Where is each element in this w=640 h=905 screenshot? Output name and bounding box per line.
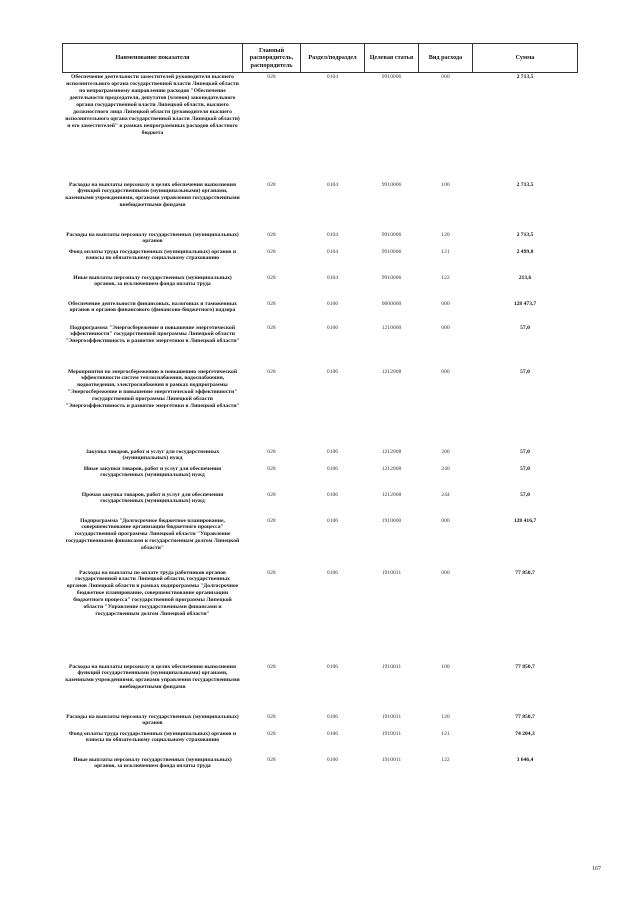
row-section: 0106 xyxy=(326,756,339,763)
table-row xyxy=(63,181,578,231)
row-sum: 77 850,7 xyxy=(515,713,535,720)
header-name: Наименование показателя xyxy=(63,44,243,73)
row-grbs: 028 xyxy=(267,491,276,498)
table-row xyxy=(63,368,578,448)
row-sum: 2 713,5 xyxy=(516,181,534,188)
row-name: Обеспечение деятельности финансовых, налоговых и таможенных органов и органов финансового (финансово-бюджетного) надзора xyxy=(68,300,237,314)
row-sum: 77 850,7 xyxy=(515,569,535,576)
row-section: 0104 xyxy=(326,274,339,281)
row-section: 0106 xyxy=(326,569,339,576)
row-name: Иные закупки товаров, работ и услуг для обеспечения государственных (муниципальных) нужд xyxy=(83,465,222,479)
row-section: 0106 xyxy=(326,448,339,455)
row-section: 0106 xyxy=(326,730,339,737)
row-name: Закупка товаров, работ и услуг для государственных (муниципальных) нужд xyxy=(85,448,220,462)
row-expense: 200 xyxy=(441,448,450,455)
row-target: 0000000 xyxy=(381,300,402,307)
row-section: 0104 xyxy=(326,231,339,238)
table-row xyxy=(63,448,578,465)
table-row xyxy=(63,756,578,786)
table-row xyxy=(63,231,578,248)
row-section: 0104 xyxy=(326,248,339,255)
row-section: 0106 xyxy=(326,368,339,375)
table-row xyxy=(63,73,578,181)
row-name: Подпрограмма "Энергосбережение и повышение энергетической эффективности" государственной программы Липецкой области "Энергоэффективность и развитие энергетики в Липецкой области" xyxy=(65,324,240,345)
row-expense: 000 xyxy=(441,74,450,80)
row-name: Расходы на выплаты персоналу государственных (муниципальных) органов xyxy=(66,231,239,245)
row-sum: 57,0 xyxy=(520,465,530,472)
row-expense: 000 xyxy=(441,368,450,375)
table-row xyxy=(63,491,578,517)
table-row xyxy=(63,663,578,713)
row-target: 9910006 xyxy=(381,231,402,238)
row-grbs: 028 xyxy=(267,300,276,307)
row-target: 1910011 xyxy=(381,730,402,737)
header-section: Раздел/подраздел xyxy=(301,44,365,73)
row-name: Расходы на выплаты персоналу государственных (муниципальных) органов xyxy=(66,713,239,727)
row-sum: 74 204,3 xyxy=(515,730,535,737)
row-grbs: 028 xyxy=(267,448,276,455)
row-expense: 000 xyxy=(441,517,450,524)
row-grbs: 028 xyxy=(267,730,276,737)
row-section: 0106 xyxy=(326,465,339,472)
row-sum: 3 646,4 xyxy=(516,756,534,763)
row-target: 1212008 xyxy=(381,368,402,375)
row-expense: 000 xyxy=(441,324,450,331)
row-grbs: 028 xyxy=(267,465,276,472)
row-target: 1910011 xyxy=(381,663,402,670)
row-name: Подпрограмма "Долгосрочное бюджетное планирование, совершенствование организации бюджетного процесса" государственной программы Липецкой области "Управление государственными финансами и государственным долгом Липецкой области" xyxy=(65,517,240,552)
row-sum: 213,6 xyxy=(518,274,532,281)
row-sum: 2 499,8 xyxy=(516,248,534,255)
row-sum: 57,0 xyxy=(520,491,530,498)
row-sum: 128 416,7 xyxy=(513,517,537,524)
row-grbs: 028 xyxy=(267,74,276,80)
row-target: 1212008 xyxy=(381,448,402,455)
row-grbs: 028 xyxy=(267,663,276,670)
row-target: 1212008 xyxy=(381,465,402,472)
table-row xyxy=(63,274,578,300)
row-section: 0106 xyxy=(326,517,339,524)
row-target: 9910006 xyxy=(381,274,402,281)
row-sum: 77 850,7 xyxy=(515,663,535,670)
row-expense: 100 xyxy=(441,663,450,670)
row-name: Расходы на выплаты по оплате труда работников органов государственной власти Липецкой области, государственных органов Липецкой области в рамках подпрограммы "Долгосрочное бюджетное планирование, совершенствование организации бюджетного процесса" государственной программы Липецкой области "Управление государственными финансами и государственным долгом Липецкой области" xyxy=(66,569,239,618)
table-row xyxy=(63,248,578,274)
row-expense: 121 xyxy=(441,730,450,737)
row-expense: 240 xyxy=(441,465,450,472)
row-sum: 2 713,5 xyxy=(516,231,534,238)
row-name: Обеспечение деятельности заместителей руководителя высшего исполнительного органа государственной власти Липецкой области по непрограммному направлению расходов "Обеспечение деятельности председателя, депутатов (членов) законодательного органа государственной власти Липецкой области, высшего должностного лица Липецкой области (руководителя высшего исполнительного органа государственной власти Липецкой области) и его заместителей" в рамках непрограммных расходов областного бюджета xyxy=(65,74,240,136)
row-name: Иные выплаты персоналу государственных (муниципальных) органов, за исключением фонда оплаты труда xyxy=(73,274,232,288)
row-name: Иные выплаты персоналу государственных (муниципальных) органов, за исключением фонда оплаты труда xyxy=(73,756,232,770)
row-name: Фонд оплаты труда государственных (муниципальных) органов и взносы по обязательному социальному страхованию xyxy=(68,248,237,262)
table-row xyxy=(63,324,578,368)
table-row xyxy=(63,300,578,324)
table-header-row xyxy=(63,44,578,73)
row-grbs: 028 xyxy=(267,248,276,255)
table-row xyxy=(63,730,578,756)
row-grbs: 028 xyxy=(267,713,276,720)
row-section: 0106 xyxy=(326,491,339,498)
row-section: 0104 xyxy=(326,181,339,188)
row-grbs: 028 xyxy=(267,517,276,524)
table-row xyxy=(63,713,578,730)
row-section: 0106 xyxy=(326,300,339,307)
row-name: Мероприятия по энергосбережению и повышению энергетической эффективности систем теплоснабжения, водоснабжения, водоотведения, электроснабжения в рамках подпрограммы "Энергосбережение и повышение энергетической эффективности" государственной программы Липецкой области "Энергоэффективность и развитие энергетики в Липецкой области" xyxy=(65,368,240,410)
header-grbs: Главный распорядитель, распорядитель xyxy=(243,44,301,73)
row-name: Фонд оплаты труда государственных (муниципальных) органов и взносы по обязательному социальному страхованию xyxy=(68,730,237,744)
row-expense: 120 xyxy=(441,231,450,238)
row-section: 0106 xyxy=(326,663,339,670)
row-sum: 57,0 xyxy=(520,448,530,455)
row-section: 0106 xyxy=(326,324,339,331)
header-expense: Вид расхода xyxy=(419,44,473,73)
row-target: 9910006 xyxy=(381,181,402,188)
row-grbs: 028 xyxy=(267,569,276,576)
row-name: Расходы на выплаты персоналу в целях обеспечения выполнения функций государственными (муниципальными) органами, казенными учреждениями, органами управления государственными внебюджетными фондами xyxy=(65,181,240,209)
budget-table xyxy=(62,43,578,786)
row-grbs: 028 xyxy=(267,368,276,375)
header-target: Целевая статья xyxy=(365,44,419,73)
row-expense: 100 xyxy=(441,181,450,188)
row-expense: 121 xyxy=(441,248,450,255)
row-expense: 122 xyxy=(441,756,450,763)
row-sum: 128 473,7 xyxy=(513,300,537,307)
table-row xyxy=(63,465,578,491)
row-grbs: 028 xyxy=(267,756,276,763)
row-name: Прочая закупка товаров, работ и услуг для обеспечения государственных (муниципальных) нужд xyxy=(81,491,224,505)
row-target: 1212008 xyxy=(381,491,402,498)
row-grbs: 028 xyxy=(267,231,276,238)
row-sum: 57,0 xyxy=(520,368,530,375)
header-sum: Сумма xyxy=(473,44,578,73)
row-grbs: 028 xyxy=(267,181,276,188)
row-name: Расходы на выплаты персоналу в целях обеспечения выполнения функций государственными (муниципальными) органами, казенными учреждениями, органами управления государственными внебюджетными фондами xyxy=(65,663,240,691)
row-target: 1910011 xyxy=(381,569,402,576)
row-target: 9910006 xyxy=(381,248,402,255)
page-number: 167 xyxy=(592,866,601,872)
row-target: 1910011 xyxy=(381,713,402,720)
row-target: 9910006 xyxy=(381,74,402,80)
row-expense: 000 xyxy=(441,569,450,576)
row-expense: 244 xyxy=(441,491,450,498)
row-section: 0106 xyxy=(326,713,339,720)
table-row xyxy=(63,569,578,663)
row-target: 1910000 xyxy=(381,517,402,524)
row-section: 0104 xyxy=(326,74,339,80)
row-grbs: 028 xyxy=(267,274,276,281)
document-page xyxy=(62,43,577,786)
row-expense: 122 xyxy=(441,274,450,281)
row-sum: 57,0 xyxy=(520,324,530,331)
row-grbs: 028 xyxy=(267,324,276,331)
row-sum: 2 713,5 xyxy=(516,74,534,80)
row-expense: 120 xyxy=(441,713,450,720)
row-target: 1210000 xyxy=(381,324,402,331)
row-target: 1910011 xyxy=(381,756,402,763)
row-expense: 000 xyxy=(441,300,450,307)
table-row xyxy=(63,517,578,569)
